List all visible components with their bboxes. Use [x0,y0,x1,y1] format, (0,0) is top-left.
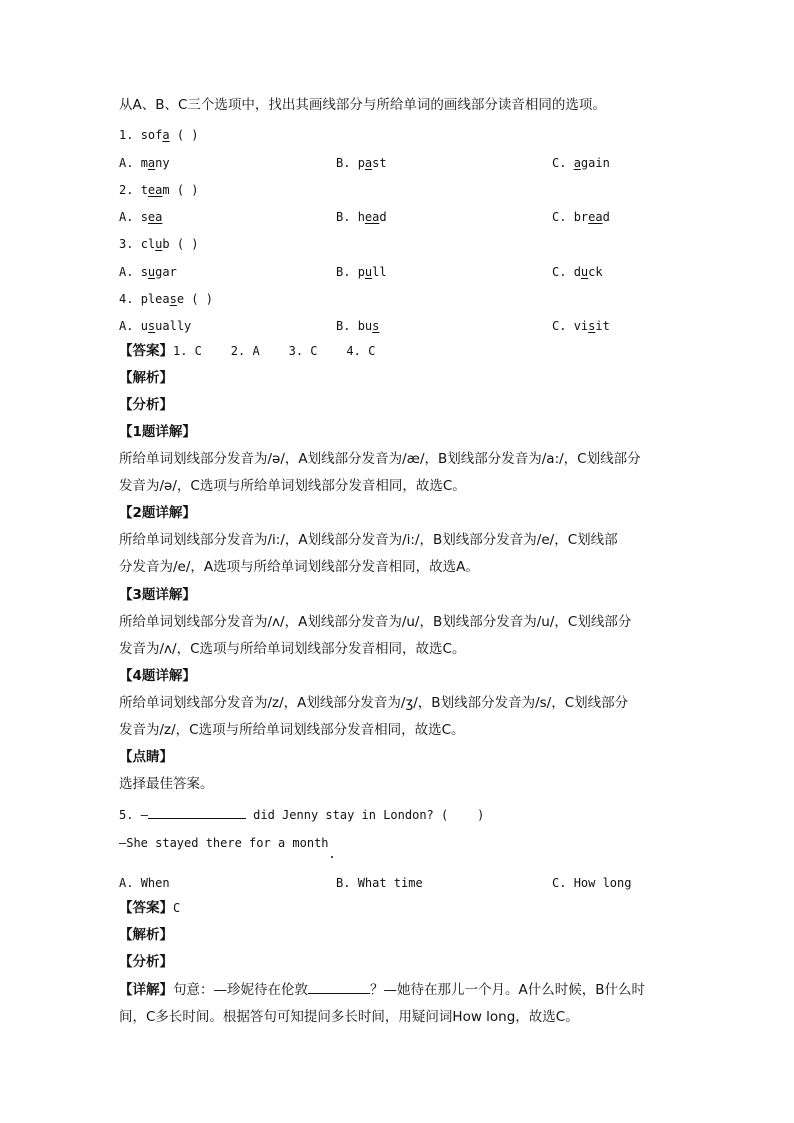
answer-tag: 【答案】 [119,900,173,916]
answer-parenthesis: ( ) [191,292,213,306]
question-number: 2. [119,183,134,197]
detail-2-tag: 【2题详解】 [119,505,196,521]
option-a: A. sugar [119,265,177,279]
analysis-tag-5: 【解析】 [119,927,173,943]
fenxi-tag: 【分析】 [119,397,173,413]
answer-parenthesis: ( ) [176,128,199,142]
fill-blank [308,981,370,994]
detail-5-line-2: 间，C多长时间。根据答句可知提问多长时间，用疑问词How long，故选C。 [119,1009,579,1025]
question-5-reply: —She stayed there for a month [119,836,329,850]
question-2 [119,181,199,199]
option-c: C. again [552,156,610,170]
analysis-tag: 【解析】 [119,370,173,386]
option-a: A. When [119,876,170,890]
detail-5-line-1: 【详解】句意：—珍妮待在伦敦 ？—她待在那儿一个月。A什么时候，B什么时 [119,982,645,998]
detail-3-line-2: 发音为/ʌ/，C选项与所给单词划线部分发音相同，故选C。 [119,641,466,657]
question-4 [119,290,213,308]
answer-parenthesis: ( ) [176,183,199,197]
detail-4-line-1: 所给单词划线部分发音为/z/，A划线部分发音为/ʒ/，B划线部分发音为/s/，C划线部分 [119,695,629,711]
question-1 [119,126,199,144]
option-c: C. bread [552,210,610,224]
detail-1-line-1: 所给单词划线部分发音为/ə/，A划线部分发音为/æ/，B划线部分发音为/a:/，C划线部分 [119,451,641,467]
dianjing-tag: 【点睛】 [119,749,173,765]
fenxi-tag-5: 【分析】 [119,954,173,970]
question-number: 3. [119,237,134,251]
question-number: 4. [119,292,134,306]
option-c: C. How long [552,876,632,890]
question-word: team [140,183,170,197]
option-c: C. duck [552,265,603,279]
answer-parenthesis: ( ) [441,808,485,822]
question-number: 1. [119,128,134,142]
answer-text: C [173,901,181,915]
answer-parenthesis: ( ) [176,237,199,251]
detail-4-tag: 【4题详解】 [119,668,196,684]
answer-line-5 [119,899,180,917]
question-number: 5. [119,808,134,822]
fill-blank [148,806,246,819]
detail-2-line-2: 分发音为/e/，A选项与所给单词划线部分发音相同，故选A。 [119,559,479,575]
option-b: B. bus [336,319,380,333]
question-word: sofa [140,128,170,142]
detail-5-tag: 【详解】 [119,982,173,998]
question-3 [119,235,199,253]
option-b: B. head [336,210,387,224]
detail-3-line-1: 所给单词划线部分发音为/ʌ/，A划线部分发音为/u/，B划线部分发音为/u/，C划线部分 [119,614,632,630]
option-a: A. usually [119,319,192,333]
detail-3-tag: 【3题详解】 [119,587,196,603]
detail-4-line-2: 发音为/z/，C选项与所给单词划线部分发音相同，故选C。 [119,722,465,738]
answer-tag: 【答案】 [119,343,173,359]
option-b: B. What time [336,876,423,890]
option-c: C. visit [552,319,610,333]
question-word: club [140,237,170,251]
option-a: A. many [119,156,170,170]
question-word: please [140,292,185,306]
option-a: A. sea [119,210,163,224]
option-b: B. pull [336,265,387,279]
option-b: B. past [336,156,387,170]
stray-dot [331,856,333,858]
answer-text: 1. C 2. A 3. C 4. C [173,344,376,358]
detail-2-line-1: 所给单词划线部分发音为/i:/，A划线部分发音为/i:/，B划线部分发音为/e/，C划线部 [119,532,618,548]
detail-1-tag: 【1题详解】 [119,424,196,440]
detail-1-line-2: 发音为/ə/，C选项与所给单词划线部分发音相同，故选C。 [119,478,466,494]
instruction: 从A、B、C三个选项中，找出其画线部分与所给单词的画线部分读音相同的选项。 [119,97,606,113]
answer-line [119,342,375,360]
question-5: 5. — did Jenny stay in London? ( ) [119,808,485,822]
dianjing-text: 选择最佳答案。 [119,776,214,792]
